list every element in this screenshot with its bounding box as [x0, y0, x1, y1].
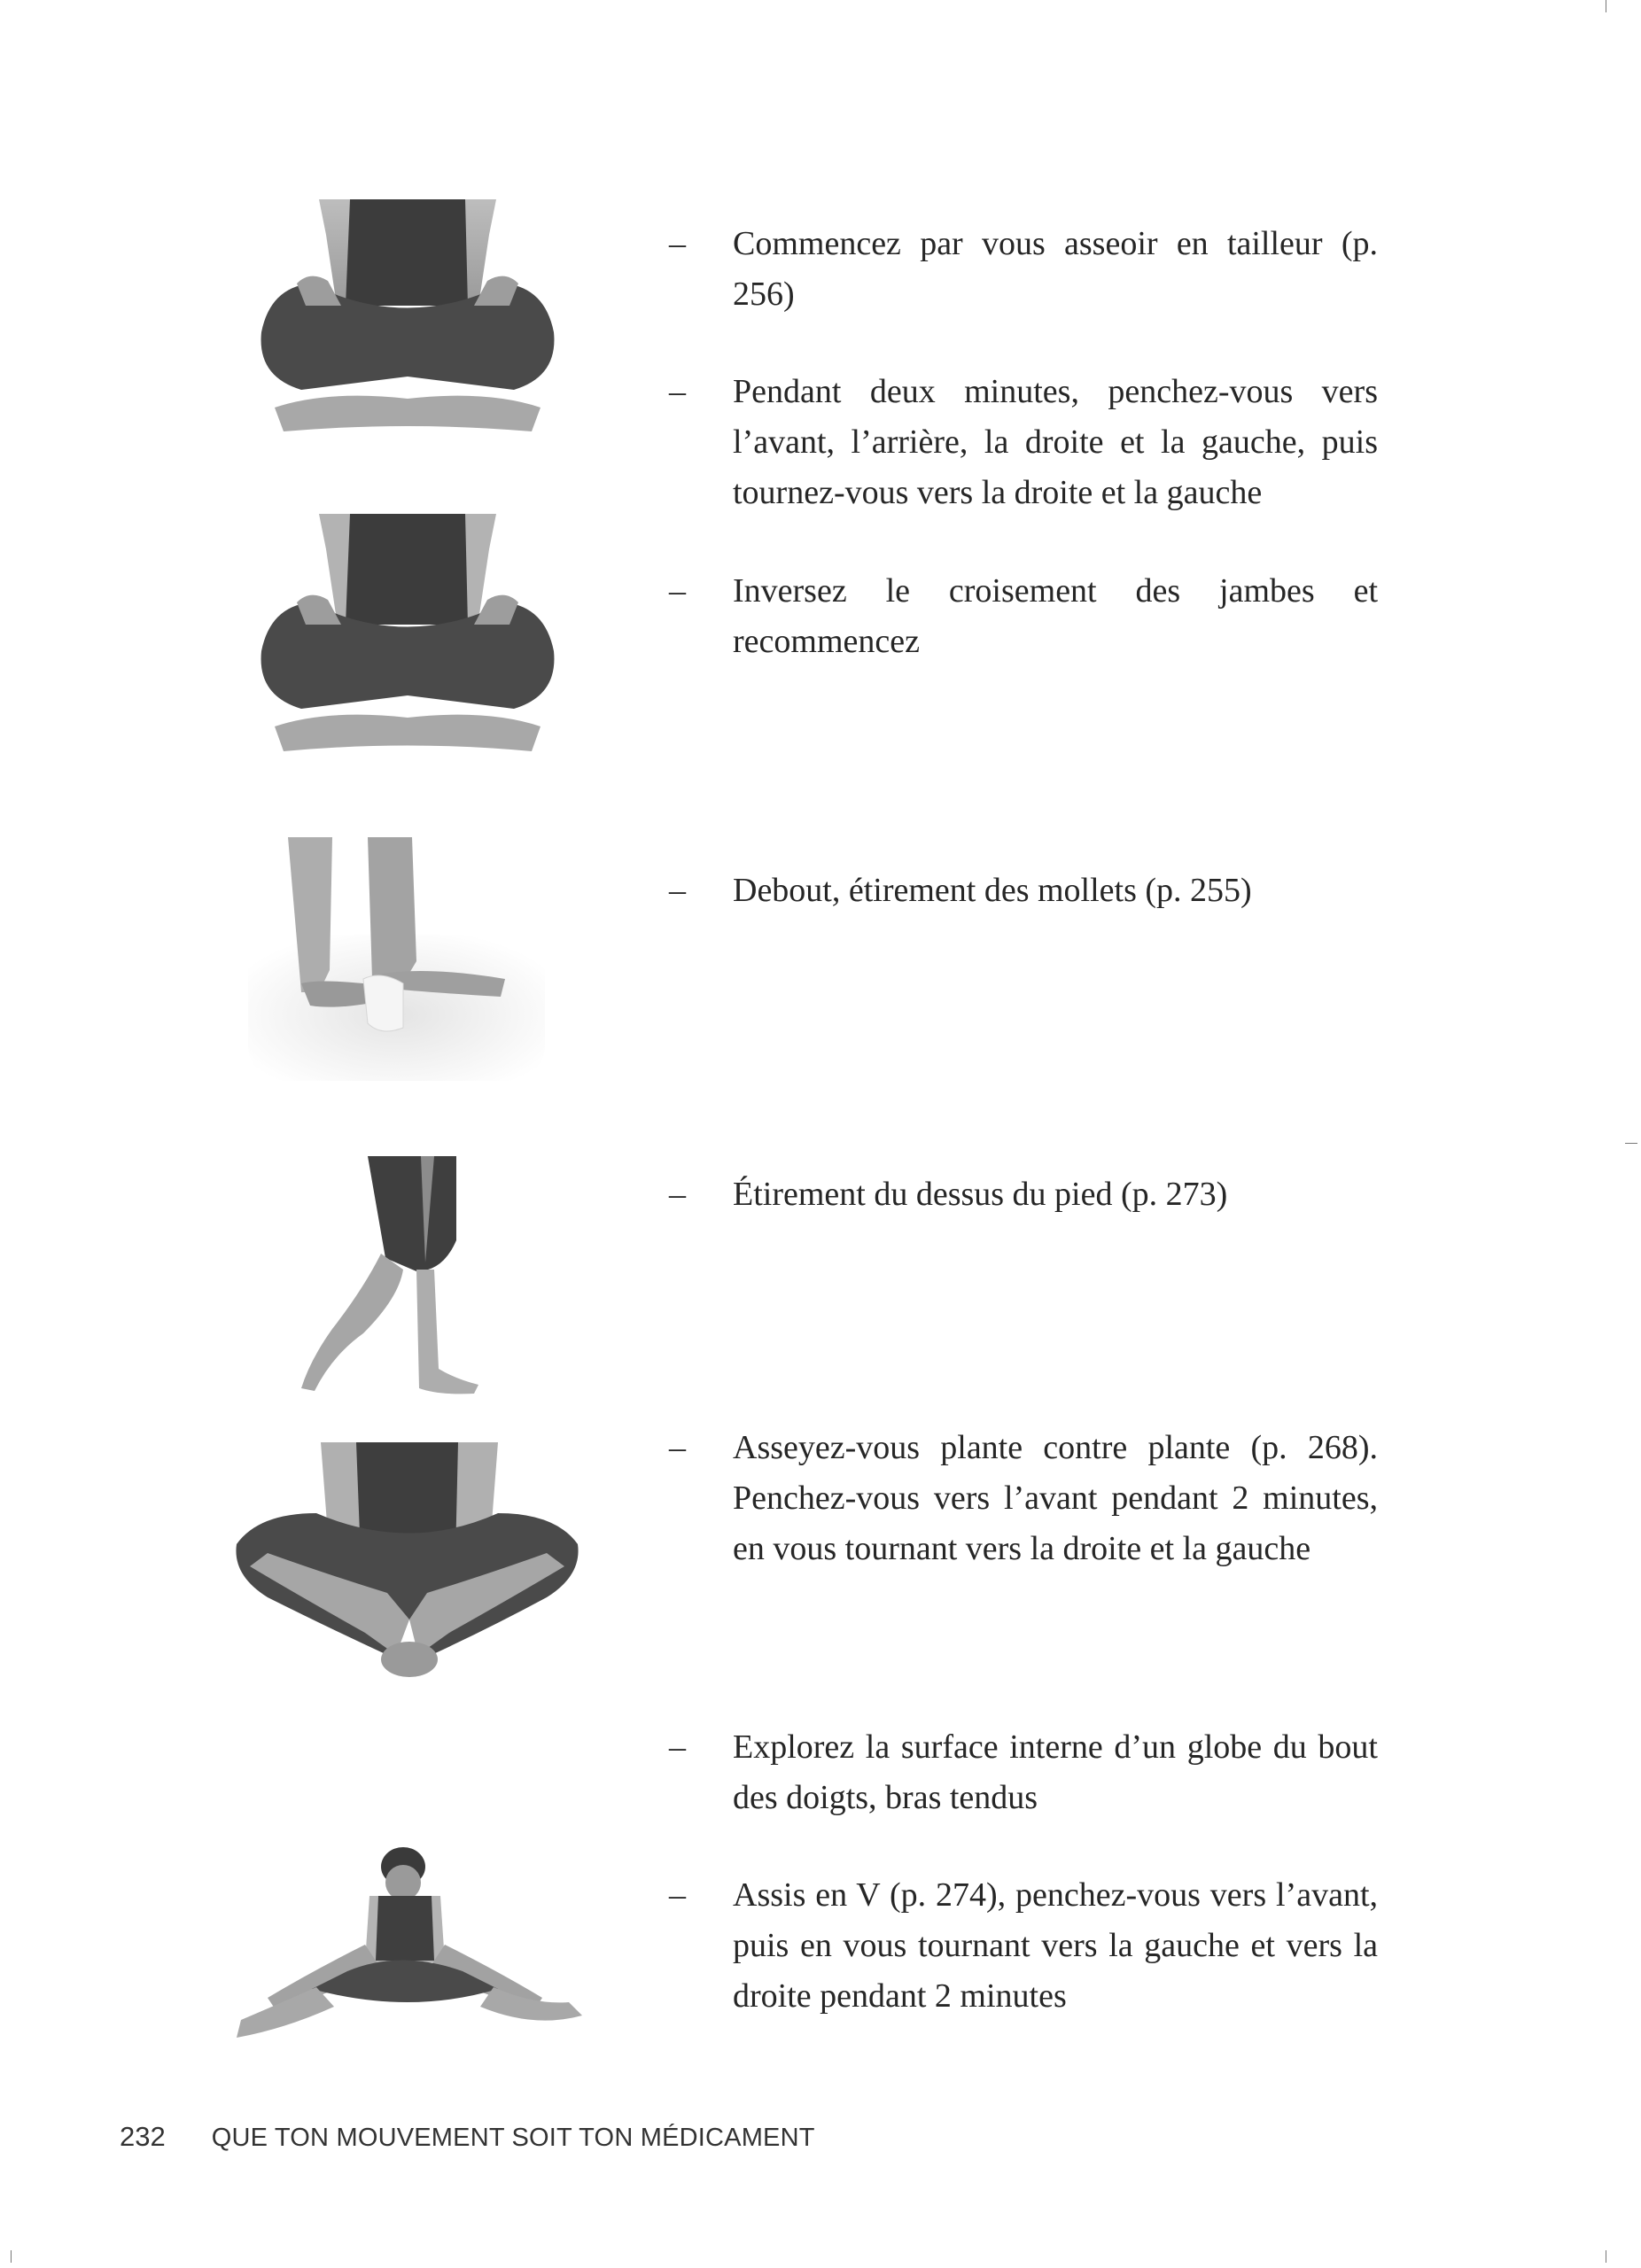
instruction-item: [669, 1423, 1378, 1574]
butterfly-sitting-photo: [232, 1442, 582, 1682]
instruction-item: [669, 1722, 1378, 1823]
instruction-text: Assis en V (p. 274), penchez-vous vers l’avant, puis en vous tournant vers la gauche et vers la droite pendant 2 minutes: [733, 1876, 1378, 2015]
running-title: QUE TON MOUVEMENT SOIT TON MÉDICAMENT: [211, 2124, 815, 2152]
instruction-text: Inversez le croisement des jambes et recommencez: [733, 572, 1378, 660]
crop-mark: [1625, 1143, 1637, 1144]
instruction-item: [669, 866, 1378, 916]
instruction-text: Commencez par vous asseoir en tailleur (p. 256): [733, 225, 1378, 313]
page-footer: [120, 2121, 815, 2153]
foot-top-stretch-photo: [279, 1156, 487, 1400]
dash-bullet: –: [669, 1176, 686, 1213]
crop-mark: [11, 2250, 12, 2263]
dash-bullet: –: [669, 1876, 686, 1914]
v-sitting-forward-bend-photo: [232, 1847, 587, 2047]
instruction-item: [669, 566, 1378, 667]
cross-legged-sitting-photo: [257, 199, 558, 434]
page-number: 232: [120, 2121, 166, 2152]
standing-calf-stretch-photo: [248, 837, 545, 1081]
cross-legged-sitting-reversed-photo: [257, 514, 558, 753]
dash-bullet: –: [669, 225, 686, 262]
instruction-text: Debout, étirement des mollets (p. 255): [733, 872, 1252, 909]
instruction-item: [669, 219, 1378, 320]
instruction-item: [669, 1169, 1378, 1220]
dash-bullet: –: [669, 872, 686, 909]
dash-bullet: –: [669, 572, 686, 610]
dash-bullet: –: [669, 1728, 686, 1766]
instruction-text: Explorez la surface interne d’un globe du bout des doigts, bras tendus: [733, 1728, 1378, 1816]
dash-bullet: –: [669, 1429, 686, 1466]
instruction-text: Étirement du dessus du pied (p. 273): [733, 1176, 1228, 1213]
instruction-item: [669, 1870, 1378, 2022]
instruction-item: [669, 367, 1378, 518]
instruction-text: Pendant deux minutes, penchez-vous vers l’avant, l’arrière, la droite et la gauche, puis tournez-vous vers la droite et la gauche: [733, 373, 1378, 511]
dash-bullet: –: [669, 373, 686, 410]
instruction-text: Asseyez-vous plante contre plante (p. 268). Penchez-vous vers l’avant pendant 2 minutes, en vous tournant vers la droite et la gauche: [733, 1429, 1378, 1567]
